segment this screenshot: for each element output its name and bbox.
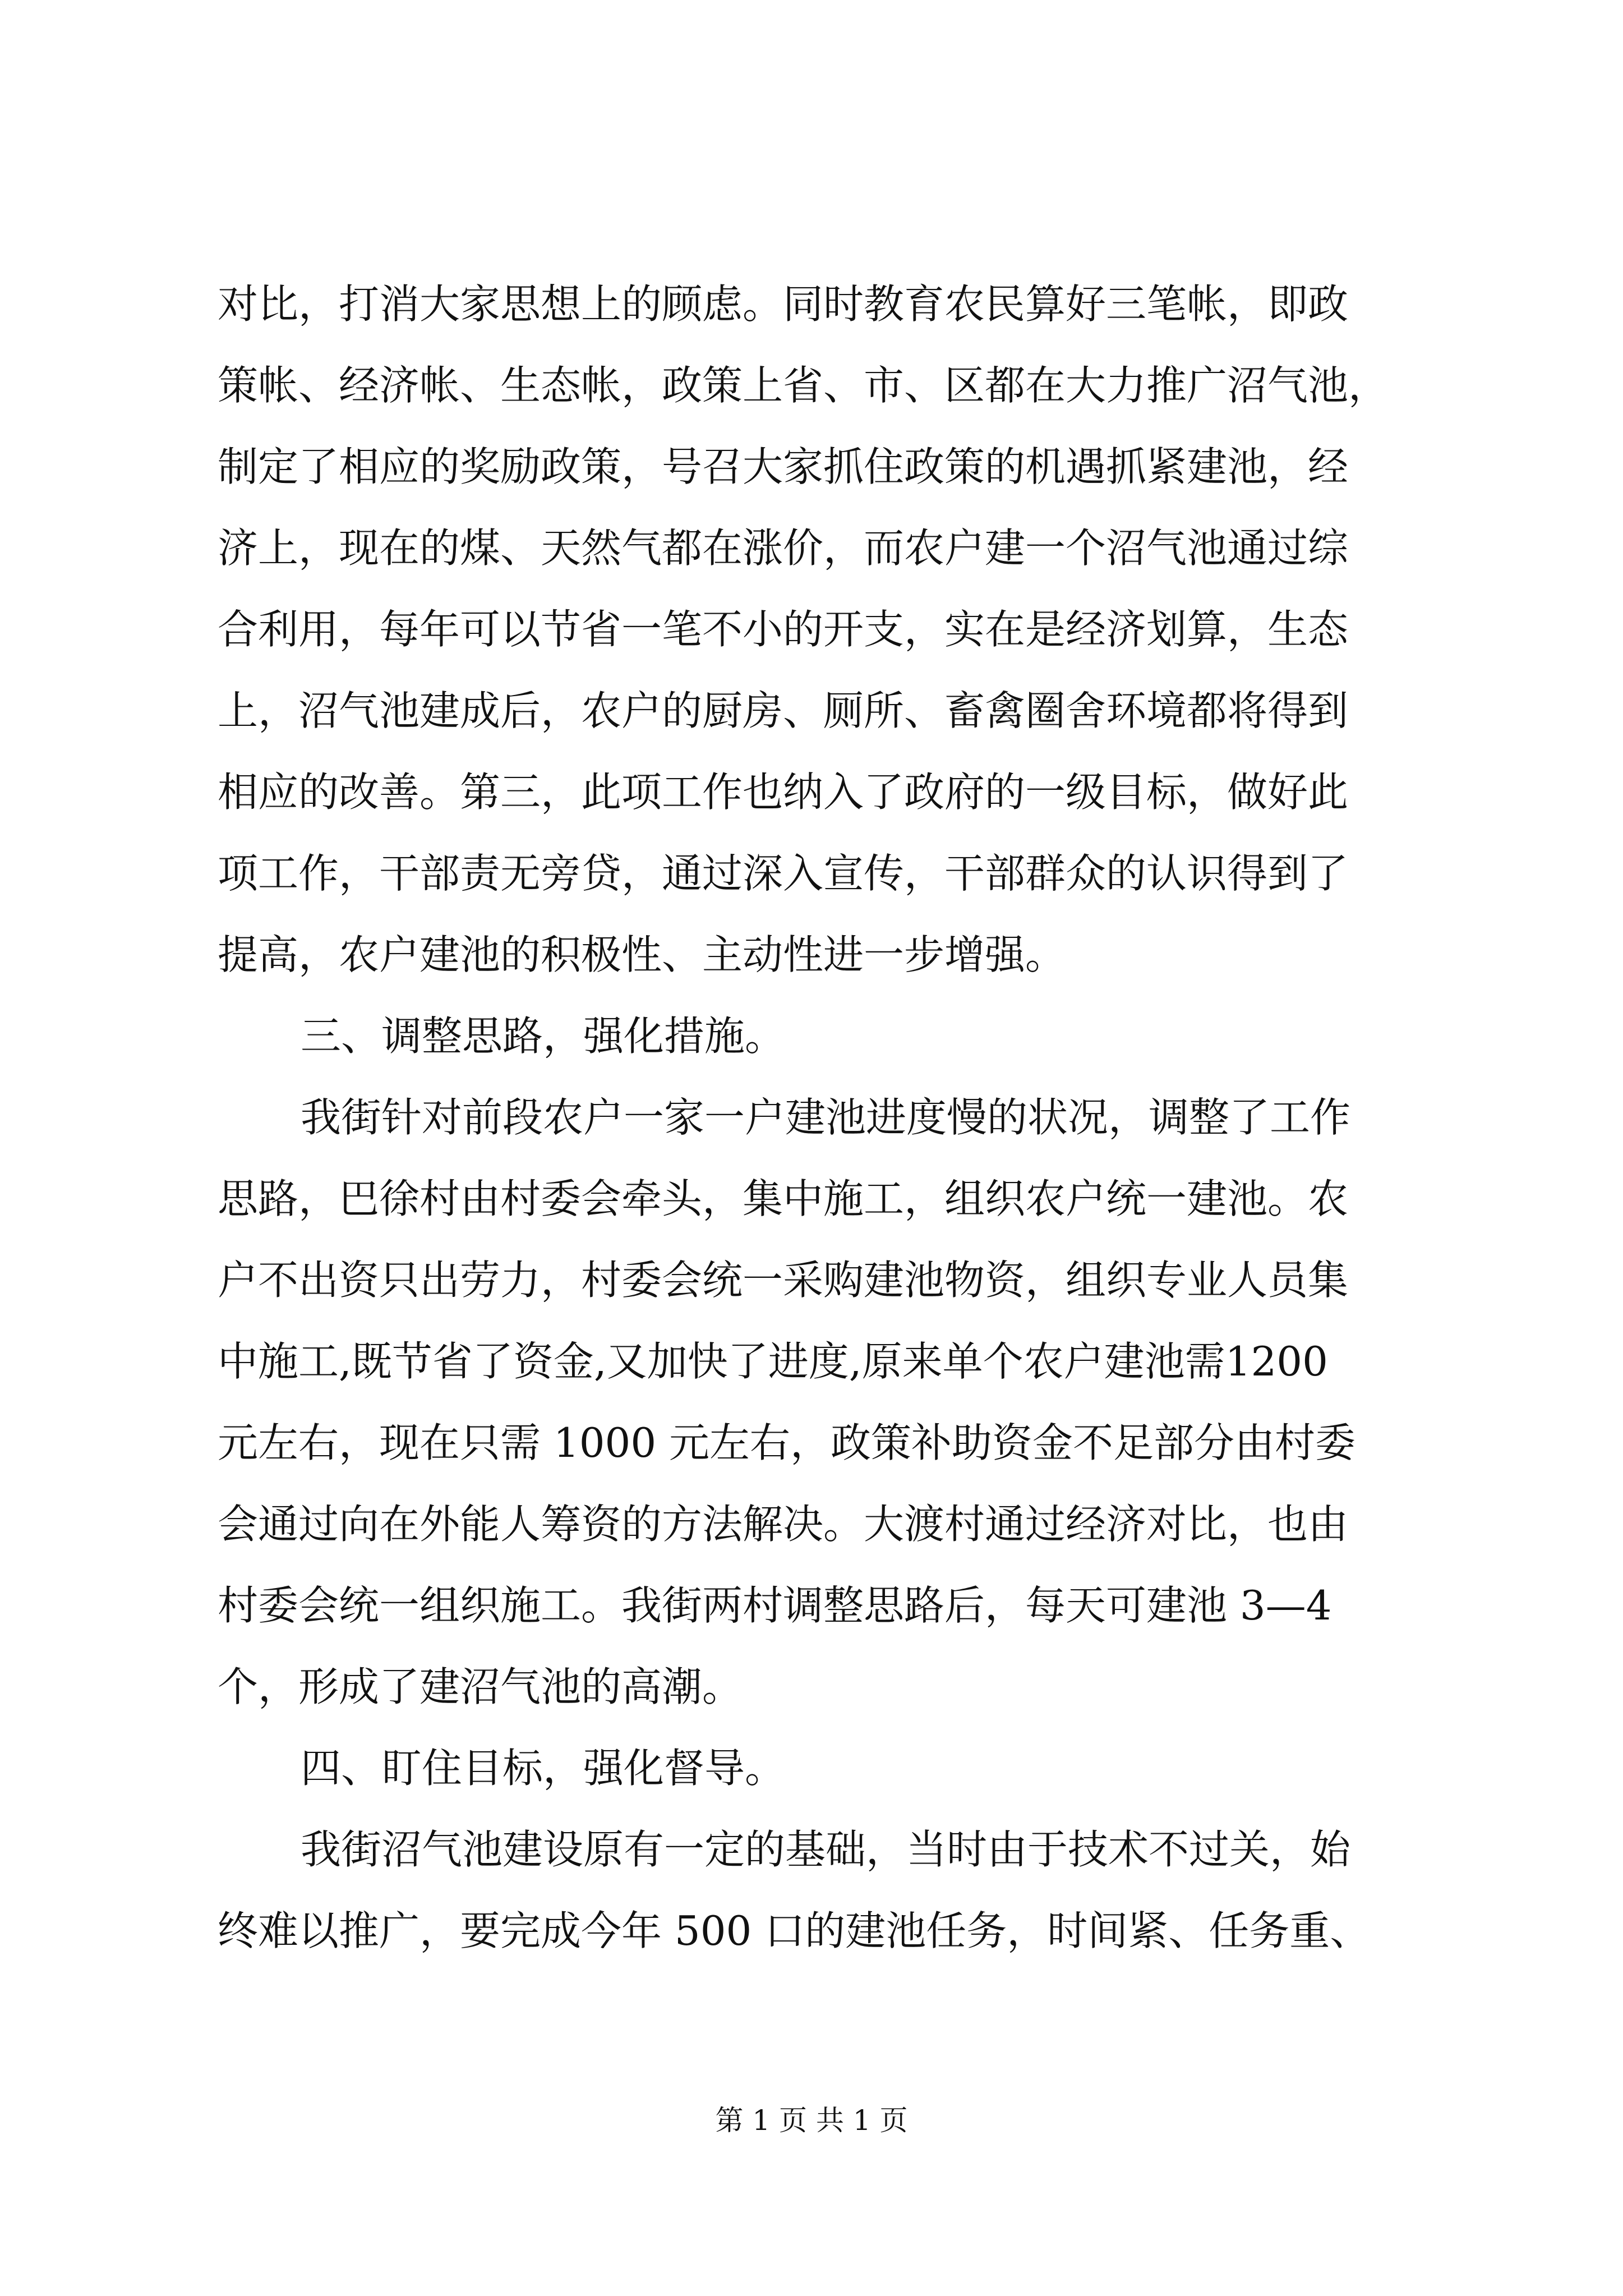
page-footer: 第 1 页 共 1 页 [715, 2104, 908, 2137]
text-line: 制定了相应的奖励政策，号召大家抓住政策的机遇抓紧建池，经 [218, 443, 1349, 490]
text-line: 相应的改善。第三，此项工作也纳入了政府的一级目标，做好此 [218, 769, 1349, 816]
text-line: 四、盯住目标，强化督导。 [301, 1745, 786, 1792]
text-line: 上，沼气池建成后，农户的厨房、厕所、畜禽圈舍环境都将得到 [218, 687, 1349, 734]
text-line: 思路，巴徐村由村委会牵头，集中施工，组织农户统一建池。农 [218, 1175, 1349, 1222]
document-body [218, 264, 1418, 1972]
text-line: 元左右，现在只需 1000 元左右，政策补助资金不足部分由村委 [218, 1419, 1356, 1466]
text-line: 项工作，干部责无旁贷，通过深入宣传，干部群众的认识得到了 [218, 850, 1349, 897]
text-line: 三、调整思路，强化措施。 [301, 1013, 786, 1060]
text-line: 终难以推广，要完成今年 500 口的建池任务，时间紧、任务重、 [218, 1907, 1371, 1954]
text-line: 策帐、经济帐、生态帐，政策上省、市、区都在大力推广沼气池， [218, 362, 1389, 409]
text-line: 合利用，每年可以节省一笔不小的开支，实在是经济划算，生态 [218, 606, 1349, 653]
text-line: 对比，打消大家思想上的顾虑。同时教育农民算好三笔帐，即政 [218, 280, 1349, 328]
text-line: 个，形成了建沼气池的高潮。 [218, 1663, 743, 1710]
text-line: 中施工,既节省了资金,又加快了进度,原来单个农户建池需1200 [218, 1338, 1328, 1385]
text-line: 济上，现在的煤、天然气都在涨价，而农户建一个沼气池通过综 [218, 524, 1349, 572]
text-line: 我街针对前段农户一家一户建池进度慢的状况，调整了工作 [301, 1094, 1351, 1141]
text-line: 提高，农户建池的积极性、主动性进一步增强。 [218, 931, 1066, 978]
text-line: 户不出资只出劳力，村委会统一采购建池物资，组织专业人员集 [218, 1257, 1349, 1304]
text-line: 会通过向在外能人筹资的方法解决。大渡村通过经济对比，也由 [218, 1501, 1349, 1548]
text-line: 我街沼气池建设原有一定的基础，当时由于技术不过关，始 [301, 1826, 1351, 1873]
text-line: 村委会统一组织施工。我街两村调整思路后，每天可建池 3—4 [218, 1582, 1332, 1629]
